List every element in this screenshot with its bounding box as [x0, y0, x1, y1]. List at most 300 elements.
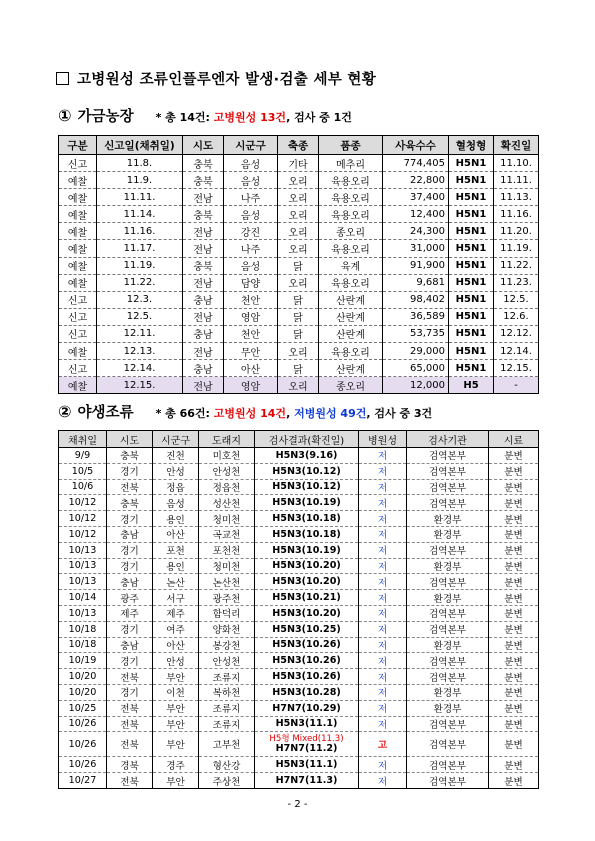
wild-cell: H5N3(11.1) — [255, 716, 359, 732]
wild-cell: 논산 — [153, 574, 199, 590]
farm-cell: 11.10. — [494, 155, 539, 172]
wild-cell: 조류지 — [199, 700, 255, 716]
farm-cell: 전남 — [183, 189, 224, 206]
wild-cell: 분변 — [489, 558, 539, 574]
farm-cell: 음성 — [224, 172, 278, 189]
wild-cell: 전북 — [107, 716, 153, 732]
title-text: 고병원성 조류인플루엔자 발생·검출 세부 현황 — [77, 72, 377, 88]
wild-cell: 포천천 — [199, 542, 255, 558]
farm-outbreak-table — [58, 135, 539, 394]
wild-cell: 함덕리 — [199, 605, 255, 621]
wild-cell: H5N3(10.20) — [255, 558, 359, 574]
farm-section-title: 가금농장 — [77, 109, 134, 125]
table-row — [59, 653, 539, 669]
farm-col-header: 신고일(채취일) — [97, 136, 183, 155]
farm-cell: 나주 — [224, 189, 278, 206]
farm-cell: 오리 — [278, 206, 319, 223]
farm-cell: 신고 — [59, 360, 97, 377]
wild-cell: 저 — [359, 605, 407, 621]
wild-cell: H5N3(10.28) — [255, 684, 359, 700]
farm-summary-hpai: 고병원성 13건 — [213, 111, 287, 124]
farm-cell: 산란계 — [319, 308, 383, 325]
wild-cell: 경기 — [107, 621, 153, 637]
wild-cell: H5N3(10.26) — [255, 653, 359, 669]
farm-cell: 예찰 — [59, 274, 97, 291]
wild-cell: 전북 — [107, 700, 153, 716]
wild-cell: 전북 — [107, 669, 153, 685]
table-row — [59, 291, 539, 308]
wild-cell: 전북 — [107, 732, 153, 757]
wild-table-header — [59, 431, 539, 448]
wild-summary-lpai: 저병원성 49건 — [294, 407, 367, 420]
farm-cell: H5N1 — [449, 325, 494, 342]
wild-cell: H5N3(10.20) — [255, 605, 359, 621]
wild-cell: 제주 — [107, 605, 153, 621]
farm-cell: 산란계 — [319, 325, 383, 342]
wild-cell: 고부천 — [199, 732, 255, 757]
farm-col-header: 구분 — [59, 136, 97, 155]
wild-cell: 용인 — [153, 511, 199, 527]
wild-cell: H5N3(10.25) — [255, 621, 359, 637]
wild-col-header: 검사결과(확진일) — [255, 431, 359, 448]
wild-cell: 부안 — [153, 700, 199, 716]
farm-cell: 예찰 — [59, 240, 97, 257]
wild-cell: 분변 — [489, 773, 539, 789]
wild-cell: 복하천 — [199, 684, 255, 700]
wild-cell: 분변 — [489, 757, 539, 773]
wild-cell: 검역본부 — [407, 732, 489, 757]
table-row — [59, 637, 539, 653]
wild-cell: 양화천 — [199, 621, 255, 637]
farm-cell: H5 — [449, 377, 494, 394]
farm-cell: 12.12. — [494, 325, 539, 342]
wild-cell: 청미천 — [199, 511, 255, 527]
farm-cell: 11.19. — [97, 257, 183, 274]
wild-cell: 저 — [359, 621, 407, 637]
wild-cell: 분변 — [489, 448, 539, 464]
farm-cell: 충남 — [183, 291, 224, 308]
farm-cell: 12.15. — [494, 360, 539, 377]
wild-cell: 제주 — [153, 605, 199, 621]
wild-cell: 검역본부 — [407, 605, 489, 621]
wild-cell: 안성천 — [199, 653, 255, 669]
farm-cell: 예찰 — [59, 377, 97, 394]
farm-cell: 신고 — [59, 291, 97, 308]
wild-cell: 경기 — [107, 542, 153, 558]
table-row — [59, 189, 539, 206]
table-row — [59, 605, 539, 621]
farm-cell: 예찰 — [59, 257, 97, 274]
wild-cell: 부안 — [153, 732, 199, 757]
wild-cell: 10/20 — [59, 669, 107, 685]
table-row — [59, 343, 539, 360]
table-row — [59, 669, 539, 685]
wild-cell: 분변 — [489, 511, 539, 527]
wild-cell: 환경부 — [407, 511, 489, 527]
farm-cell: 음성 — [224, 206, 278, 223]
farm-cell: 전남 — [183, 343, 224, 360]
wild-cell: 10/5 — [59, 463, 107, 479]
wild-cell: 환경부 — [407, 700, 489, 716]
table-row — [59, 155, 539, 172]
wild-cell: 음성 — [153, 495, 199, 511]
wild-cell: 진천 — [153, 448, 199, 464]
farm-cell: 충북 — [183, 172, 224, 189]
wild-cell: 경기 — [107, 558, 153, 574]
farm-cell: 신고 — [59, 325, 97, 342]
wild-cell: 저 — [359, 637, 407, 653]
wild-result-cell — [255, 732, 359, 757]
farm-cell: 11.23. — [494, 274, 539, 291]
wild-cell: 분변 — [489, 590, 539, 606]
wild-cell: 아산 — [153, 637, 199, 653]
wild-col-header: 시군구 — [153, 431, 199, 448]
title-checkbox-icon — [56, 72, 69, 85]
table-row — [59, 700, 539, 716]
table-row-mixed — [59, 732, 539, 757]
farm-col-header: 확진일 — [494, 136, 539, 155]
farm-cell: 22,800 — [383, 172, 449, 189]
farm-cell: 11.13. — [494, 189, 539, 206]
wild-cell: 분변 — [489, 542, 539, 558]
wild-section-header — [58, 401, 432, 422]
wild-cell: 분변 — [489, 637, 539, 653]
wild-cell: 10/12 — [59, 511, 107, 527]
wild-cell: 저 — [359, 463, 407, 479]
farm-cell: 오리 — [278, 274, 319, 291]
farm-cell: 충북 — [183, 206, 224, 223]
wild-cell: 저 — [359, 716, 407, 732]
wild-cell: 저 — [359, 574, 407, 590]
wild-cell: 안성천 — [199, 463, 255, 479]
farm-cell: 오리 — [278, 240, 319, 257]
table-row — [59, 360, 539, 377]
mixed-result-line2: H7N7(11.2) — [275, 743, 338, 755]
farm-cell: 9,681 — [383, 274, 449, 291]
farm-cell: 메추리 — [319, 155, 383, 172]
farm-cell: 닭 — [278, 308, 319, 325]
farm-cell: H5N1 — [449, 172, 494, 189]
wild-cell: 10/19 — [59, 653, 107, 669]
wild-cell: 정읍 — [153, 479, 199, 495]
wild-cell: 미호천 — [199, 448, 255, 464]
farm-cell: 11.16. — [97, 223, 183, 240]
farm-cell: 12.13. — [97, 343, 183, 360]
table-row — [59, 206, 539, 223]
wild-cell: 분변 — [489, 574, 539, 590]
farm-cell: H5N1 — [449, 360, 494, 377]
wild-cell: 10/13 — [59, 574, 107, 590]
farm-cell: 예찰 — [59, 172, 97, 189]
farm-cell: 전남 — [183, 308, 224, 325]
wild-cell: 10/26 — [59, 716, 107, 732]
wild-cell: 조류지 — [199, 669, 255, 685]
farm-cell: 예찰 — [59, 343, 97, 360]
wild-cell: 환경부 — [407, 684, 489, 700]
table-row — [59, 240, 539, 257]
wild-cell: 저 — [359, 653, 407, 669]
wild-cell: H5N3(10.12) — [255, 463, 359, 479]
wild-cell: H5N3(10.20) — [255, 574, 359, 590]
wild-cell: 전북 — [107, 773, 153, 789]
farm-section-header — [58, 105, 352, 126]
wild-cell: 저 — [359, 526, 407, 542]
wild-cell: H5N3(10.18) — [255, 511, 359, 527]
table-row — [59, 558, 539, 574]
farm-cell: 닭 — [278, 360, 319, 377]
wild-cell: 검역본부 — [407, 448, 489, 464]
wild-cell: 10/20 — [59, 684, 107, 700]
wild-cell: 경기 — [107, 463, 153, 479]
farm-cell: 예찰 — [59, 206, 97, 223]
wild-cell: 경기 — [107, 653, 153, 669]
wild-cell: 9/9 — [59, 448, 107, 464]
table-row — [59, 257, 539, 274]
table-row — [59, 542, 539, 558]
wild-col-header: 검사기관 — [407, 431, 489, 448]
farm-col-header: 축종 — [278, 136, 319, 155]
farm-cell: 담양 — [224, 274, 278, 291]
farm-cell: 12,400 — [383, 206, 449, 223]
wild-cell: 부안 — [153, 669, 199, 685]
wild-cell: 분변 — [489, 700, 539, 716]
wild-cell: 분변 — [489, 621, 539, 637]
farm-cell: 오리 — [278, 223, 319, 240]
farm-cell: 예찰 — [59, 189, 97, 206]
wild-cell: 분변 — [489, 526, 539, 542]
farm-cell: 무안 — [224, 343, 278, 360]
wild-cell: 경북 — [107, 757, 153, 773]
wild-bird-table — [58, 430, 539, 789]
farm-cell: 육용오리 — [319, 240, 383, 257]
table-row — [59, 495, 539, 511]
farm-cell: 육계 — [319, 257, 383, 274]
wild-cell: 분변 — [489, 463, 539, 479]
table-row — [59, 526, 539, 542]
farm-cell: 신고 — [59, 155, 97, 172]
wild-cell: 경기 — [107, 684, 153, 700]
farm-summary — [156, 111, 352, 124]
farm-cell: 기타 — [278, 155, 319, 172]
wild-cell: 저 — [359, 684, 407, 700]
wild-cell: 성산천 — [199, 495, 255, 511]
wild-cell: 저 — [359, 558, 407, 574]
farm-cell: 육용오리 — [319, 274, 383, 291]
farm-cell: 24,300 — [383, 223, 449, 240]
wild-cell: 광주 — [107, 590, 153, 606]
farm-cell: 774,405 — [383, 155, 449, 172]
table-row — [59, 274, 539, 291]
wild-cell: 10/26 — [59, 732, 107, 757]
farm-cell: 11.8. — [97, 155, 183, 172]
wild-cell: 저 — [359, 757, 407, 773]
wild-cell: 이천 — [153, 684, 199, 700]
wild-cell: 검역본부 — [407, 669, 489, 685]
table-row — [59, 684, 539, 700]
farm-cell: 예찰 — [59, 223, 97, 240]
farm-cell: 12,000 — [383, 377, 449, 394]
wild-cell: 논산천 — [199, 574, 255, 590]
farm-cell: 천안 — [224, 325, 278, 342]
wild-cell: 정읍천 — [199, 479, 255, 495]
farm-summary-prefix: * 총 14건: — [155, 111, 214, 124]
farm-cell: 충북 — [183, 155, 224, 172]
wild-cell: 광주천 — [199, 590, 255, 606]
farm-cell: 산란계 — [319, 291, 383, 308]
wild-cell: 10/27 — [59, 773, 107, 789]
farm-cell: 12.15. — [97, 377, 183, 394]
wild-col-header: 병원성 — [359, 431, 407, 448]
farm-cell: 천안 — [224, 291, 278, 308]
wild-cell: 10/13 — [59, 542, 107, 558]
farm-cell: H5N1 — [449, 343, 494, 360]
wild-cell: 충북 — [107, 448, 153, 464]
wild-cell: 환경부 — [407, 590, 489, 606]
farm-cell: 닭 — [278, 257, 319, 274]
farm-cell: 영암 — [224, 308, 278, 325]
table-row — [59, 377, 539, 394]
wild-cell: 저 — [359, 590, 407, 606]
farm-col-header: 시도 — [183, 136, 224, 155]
wild-cell: 10/12 — [59, 526, 107, 542]
wild-cell: 저 — [359, 448, 407, 464]
farm-cell: 11.14. — [97, 206, 183, 223]
table-row — [59, 325, 539, 342]
farm-cell: 오리 — [278, 172, 319, 189]
farm-cell: 음성 — [224, 257, 278, 274]
farm-cell: H5N1 — [449, 189, 494, 206]
wild-summary — [156, 407, 433, 420]
farm-cell: 전남 — [183, 223, 224, 240]
wild-cell: 분변 — [489, 479, 539, 495]
wild-cell: 부안 — [153, 773, 199, 789]
farm-cell: 11.22. — [97, 274, 183, 291]
wild-cell: 검역본부 — [407, 653, 489, 669]
farm-cell: 충남 — [183, 325, 224, 342]
table-row — [59, 308, 539, 325]
wild-cell: H5N3(9.16) — [255, 448, 359, 464]
farm-table-header — [59, 136, 539, 155]
page-number: - 2 - — [287, 799, 308, 810]
wild-col-header: 도래지 — [199, 431, 255, 448]
farm-cell: 닭 — [278, 325, 319, 342]
wild-cell: 10/25 — [59, 700, 107, 716]
farm-cell: 98,402 — [383, 291, 449, 308]
farm-cell: 강진 — [224, 223, 278, 240]
farm-cell: 11.22. — [494, 257, 539, 274]
farm-cell: 29,000 — [383, 343, 449, 360]
wild-cell: H5N3(10.12) — [255, 479, 359, 495]
wild-cell: 저 — [359, 773, 407, 789]
wild-cell: 경주 — [153, 757, 199, 773]
wild-col-header: 시도 — [107, 431, 153, 448]
wild-cell: 분변 — [489, 605, 539, 621]
wild-cell: 충남 — [107, 637, 153, 653]
farm-cell: 11.20. — [494, 223, 539, 240]
farm-cell: 12.5. — [494, 291, 539, 308]
farm-summary-suffix: , 검사 중 1건 — [286, 111, 352, 124]
wild-cell: 검역본부 — [407, 757, 489, 773]
farm-cell: H5N1 — [449, 155, 494, 172]
table-row — [59, 757, 539, 773]
wild-cell: 포천 — [153, 542, 199, 558]
farm-col-header: 품종 — [319, 136, 383, 155]
farm-cell: 12.6. — [494, 308, 539, 325]
wild-cell: 저 — [359, 669, 407, 685]
table-row — [59, 716, 539, 732]
farm-cell: 12.5. — [97, 308, 183, 325]
wild-cell: 조류지 — [199, 716, 255, 732]
wild-cell: 곡교천 — [199, 526, 255, 542]
wild-section-title: 야생조류 — [77, 405, 134, 421]
wild-cell: 10/13 — [59, 605, 107, 621]
farm-col-header: 혈청형 — [449, 136, 494, 155]
farm-cell: 11.9. — [97, 172, 183, 189]
wild-cell: 10/6 — [59, 479, 107, 495]
wild-cell: 서구 — [153, 590, 199, 606]
wild-cell: 충남 — [107, 574, 153, 590]
wild-cell: 봉강천 — [199, 637, 255, 653]
table-row — [59, 590, 539, 606]
wild-summary-sep: , — [286, 407, 295, 420]
wild-cell: 10/26 — [59, 757, 107, 773]
wild-summary-prefix: * 총 66건: — [155, 407, 214, 420]
wild-cell: 10/12 — [59, 495, 107, 511]
wild-cell: 전북 — [107, 479, 153, 495]
farm-cell: 음성 — [224, 155, 278, 172]
farm-cell: 11.16. — [494, 206, 539, 223]
wild-cell: 용인 — [153, 558, 199, 574]
farm-cell: 12.11. — [97, 325, 183, 342]
farm-cell: 11.17. — [97, 240, 183, 257]
wild-cell: 검역본부 — [407, 621, 489, 637]
wild-cell: H5N3(10.21) — [255, 590, 359, 606]
farm-cell: 육용오리 — [319, 189, 383, 206]
wild-cell: 아산 — [153, 526, 199, 542]
farm-cell: 11.19. — [494, 240, 539, 257]
wild-cell: 검역본부 — [407, 463, 489, 479]
farm-cell: 53,735 — [383, 325, 449, 342]
farm-cell: 12.14. — [97, 360, 183, 377]
farm-cell: 37,400 — [383, 189, 449, 206]
wild-cell: 10/13 — [59, 558, 107, 574]
farm-cell: 종오리 — [319, 377, 383, 394]
wild-cell: 분변 — [489, 669, 539, 685]
farm-cell: 오리 — [278, 189, 319, 206]
farm-cell: 닭 — [278, 291, 319, 308]
farm-cell: 충북 — [183, 257, 224, 274]
farm-cell: 11.11. — [494, 172, 539, 189]
farm-cell: 91,900 — [383, 257, 449, 274]
wild-summary-suffix: , 검사 중 3건 — [366, 407, 433, 420]
farm-cell: 오리 — [278, 343, 319, 360]
farm-cell: H5N1 — [449, 223, 494, 240]
farm-cell: 육용오리 — [319, 343, 383, 360]
wild-cell: 환경부 — [407, 526, 489, 542]
table-row — [59, 574, 539, 590]
wild-cell: 10/18 — [59, 637, 107, 653]
wild-section-number: ② — [58, 402, 72, 421]
farm-cell: 종오리 — [319, 223, 383, 240]
table-row — [59, 223, 539, 240]
farm-cell: H5N1 — [449, 308, 494, 325]
farm-cell: 오리 — [278, 377, 319, 394]
wild-cell: H7N7(11.3) — [255, 773, 359, 789]
farm-cell: H5N1 — [449, 206, 494, 223]
wild-cell: 검역본부 — [407, 495, 489, 511]
farm-cell: 나주 — [224, 240, 278, 257]
wild-cell: 분변 — [489, 653, 539, 669]
